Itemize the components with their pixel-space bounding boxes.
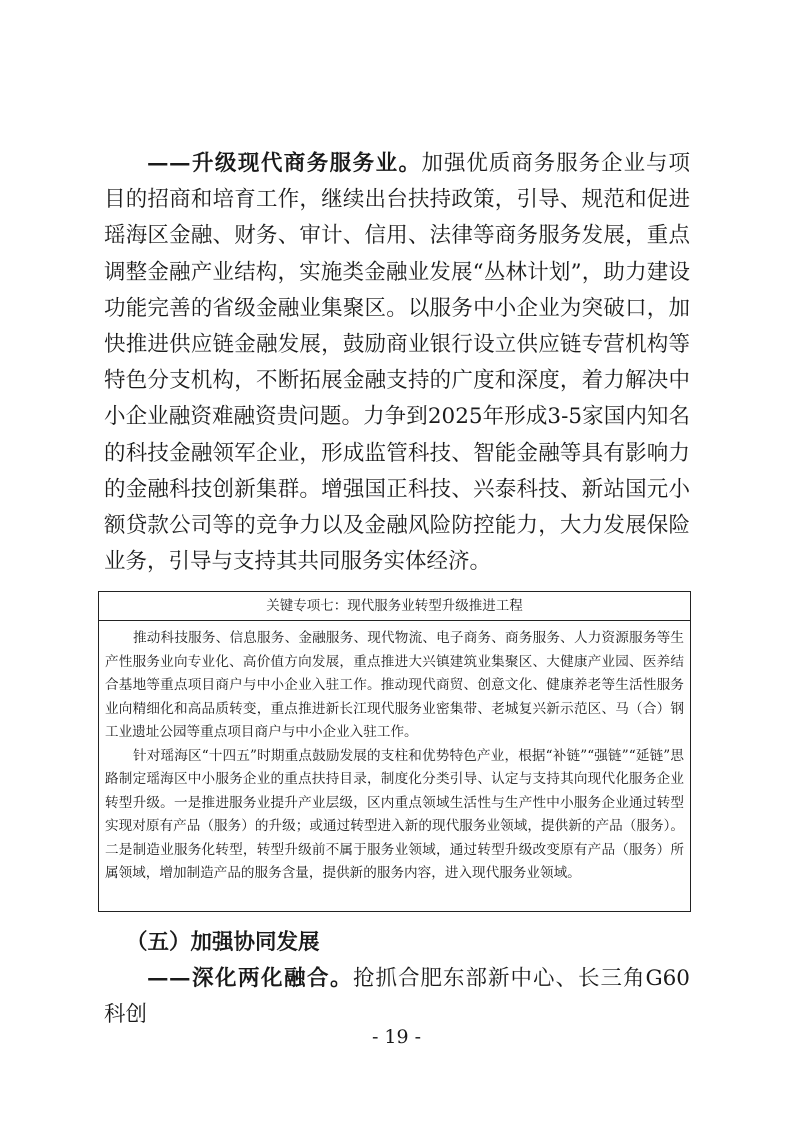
key-project-paragraph-1: 推动科技服务、信息服务、金融服务、现代物流、电子商务、商务服务、人力资源服务等生产性服务业向专业化、高价值方向发展，重点推进大兴镇建筑业集聚区、大健康产业园、医养结合基地等重点项目商户与中小企业入驻工作。推动现代商贸、创意文化、健康养老等生活性服务业向精细化和高品质转变，重点推进新长江现代服务业密集带、老城复兴新示范区、马（合）钢工业遗址公园等重点项目商户与中小企业入驻工作。 [105,630,684,740]
paragraph-lead-heading: ——深化两化融合。 [147,966,353,991]
page-number: - 19 - [371,1026,422,1048]
paragraph-business-services [104,146,690,580]
paragraph-body-text: 抢抓合肥东部新中心、长三角G60科创 [104,966,690,1028]
key-project-paragraph-2: 针对瑶海区“十四五”时期重点鼓励发展的支柱和优势特色产业，根据“补链”“强链”“延链”思路制定瑶海区中小服务企业的重点扶持目录，制度化分类引导、认定与支持其向现代化服务企业转型升级。一是推进服务业提升产业层级，区内重点领域生活性与生产性中小服务企业通过转型实现对原有产品（服务）的升级；或通过转型进入新的现代服务业领域，提供新的产品（服务）。二是制造业服务化转型，转型升级前不属于服务业领域，通过转型升级改变原有产品（服务）所属领域，增加制造产品的服务含量，提供新的服务内容，进入现代服务业领域。 [105,747,684,881]
key-project-box [98,591,691,912]
key-project-body [99,621,690,886]
paragraph-body-text: 加强优质商务服务企业与项目的招商和培育工作，继续出台扶持政策，引导、规范和促进瑶海区金融、财务、审计、信用、法律等商务服务发展，重点调整金融产业结构，实施类金融业发展“丛林计划”，助力建设功能完善的省级金融业集聚区。以服务中小企业为突破口，加快推进供应链金融发展，鼓励商业银行设立供应链专营机构等特色分支机构，不断拓展金融支持的广度和深度，着力解决中小企业融资难融资贵问题。力争到2025年形成3-5家国内知名的科技金融领军企业，形成监管科技、智能金融等具有影响力的金融科技创新集群。增强国正科技、兴泰科技、新站国元小额贷款公司等的竞争力以及金融风险防控能力，大力发展保险业务，引导与支持其共同服务实体经济。 [104,151,690,575]
key-project-title: 关键专项七：现代服务业转型升级推进工程 [99,592,690,621]
section-heading: （五）加强协同发展 [126,930,320,955]
paragraph-lead-heading: ——升级现代商务服务业。 [147,151,422,176]
paragraph-integration [104,961,690,1033]
